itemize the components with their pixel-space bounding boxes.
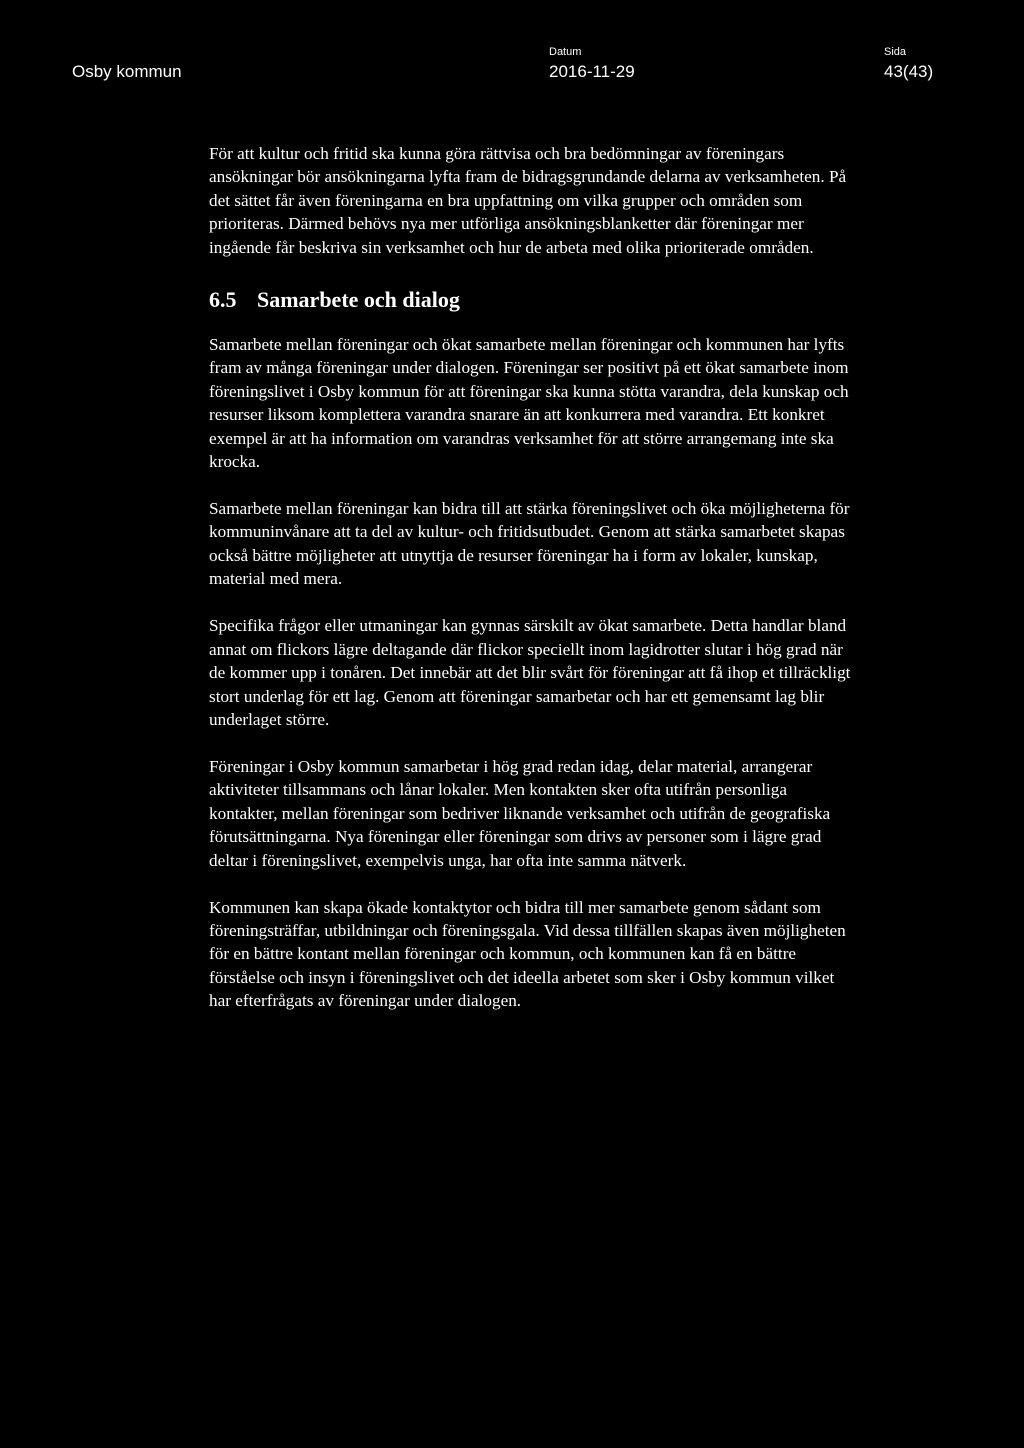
body-paragraph: Samarbete mellan föreningar kan bidra till att stärka föreningslivet och öka möjligheterna för kommuninvånare att ta del av kultur- och fritidsutbudet. Genom att stärka samarbetet skapas också bättre möjligheter att utnyttja de resurser föreningar ha i form av lokaler, kunskap, material med mera. — [209, 499, 850, 589]
page-header — [0, 0, 1024, 100]
body-paragraph: Specifika frågor eller utmaningar kan gynnas särskilt av ökat samarbete. Detta handlar bland annat om flickors lägre deltagande där flickor speciellt inom lagidrotter slutar i hög grad när de kommer upp i tonåren. Det innebär att det blir svårt för föreningar att få ihop et tillräckligt stort underlag för ett lag. Genom att föreningar samarbetar och har ett gemensamt lag blir underlaget större. — [209, 616, 851, 729]
body-paragraph: Samarbete mellan föreningar och ökat samarbete mellan föreningar och kommunen har lyfts fram av många föreningar under dialogen. Föreningar ser positivt på ett ökat samarbete inom föreningslivet i Osby kommun för att föreningar ska kunna stötta varandra, dela kunskap och resurser liksom komplettera varandra snarare än att konkurrera med varandra. Ett konkret exempel är att ha information om varandras verksamhet för att större arrangemang inte ska krocka. — [209, 335, 849, 472]
intro-paragraph: För att kultur och fritid ska kunna göra rättvisa och bra bedömningar av föreningars ansökningar bör ansökningarna lyfta fram de bidragsgrundande delarna av verksamheten. På det sättet får även föreningarna en bra uppfattning om vilka grupper och områden som prioriteras. Därmed behövs nya mer utförliga ansökningsblanketter där föreningar mer ingående får beskriva sin verksamhet och hur de arbeta med olika prioriterade områden. — [209, 144, 847, 257]
date-value: 2016-11-29 — [549, 62, 635, 81]
page-label: Sida — [884, 46, 907, 58]
section-title: Samarbete och dialog — [257, 287, 460, 313]
page-number: 43(43) — [884, 62, 934, 81]
body-paragraph: Föreningar i Osby kommun samarbetar i hög grad redan idag, delar material, arrangerar aktiviteter tillsammans och lånar lokaler. Men kontakten sker ofta utifrån personliga kontakter, mellan föreningar som bedriver liknande verksamhet och utifrån de geografiska förutsättningarna. Nya föreningar eller föreningar som drivs av personer som i lägre grad deltar i föreningslivet, exempelvis unga, har ofta inte samma nätverk. — [209, 756, 831, 870]
body-paragraph: Kommunen kan skapa ökade kontaktytor och bidra till mer samarbete genom sådant som föreningsträffar, utbildningar och föreningsgala. Vid dessa tillfällen skapas även möjligheten för en bättre kontant mellan föreningar och kommun, och kommunen kan få en bättre förståelse och insyn i föreningslivet och det ideella arbetet som sker i Osby kommun vilket har efterfrågats av föreningar under dialogen. — [209, 897, 846, 1011]
document-body — [209, 142, 859, 1036]
section-number: 6.5 — [209, 287, 237, 313]
date-label: Datum — [549, 46, 582, 58]
section-heading — [209, 285, 859, 315]
organization-name: Osby kommun — [72, 62, 182, 81]
